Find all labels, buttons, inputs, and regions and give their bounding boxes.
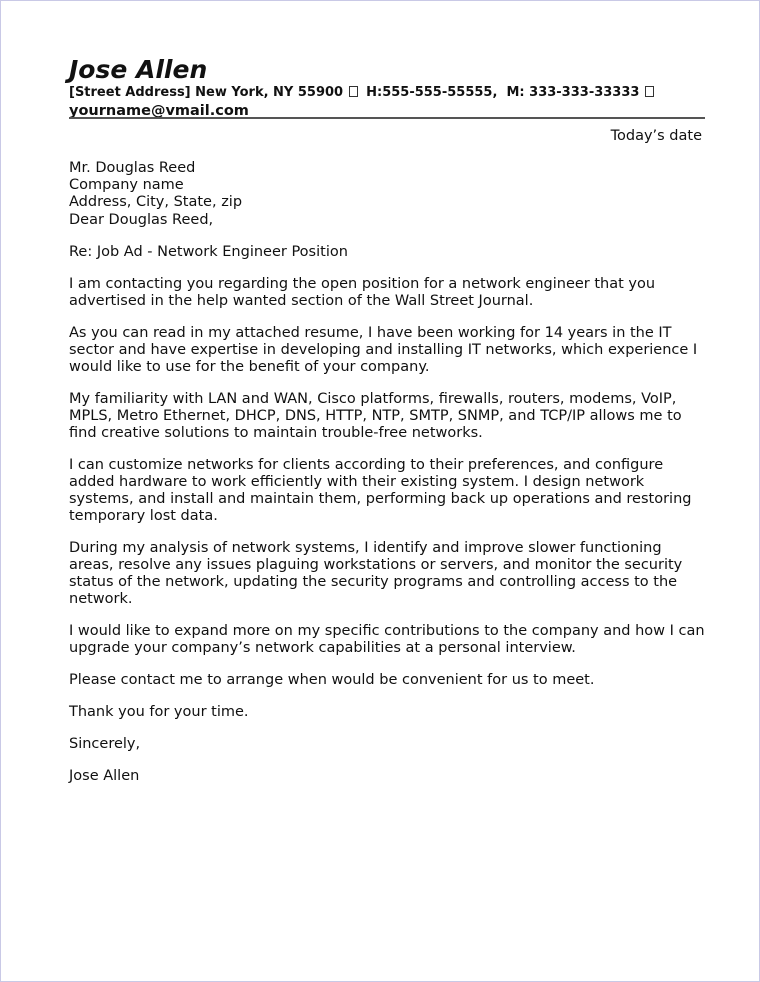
paragraph: Thank you for your time. — [69, 704, 249, 720]
sender-email: yourname@vmail.com — [69, 103, 249, 119]
header-divider — [69, 117, 705, 119]
recipient-company: Company name — [69, 177, 184, 193]
letterhead — [69, 55, 705, 120]
recipient-address: Address, City, State, zip — [69, 194, 243, 210]
paragraph: Please contact me to arrange when would be convenient for us to meet. — [69, 672, 595, 688]
paragraph: As you can read in my attached resume, I have been working for 14 years in the IT sector and have expertise in developing and installing IT networks, which experience I would like to use for the benefit of your company. — [69, 325, 698, 375]
recipient-block — [69, 160, 709, 211]
paragraph: My familiarity with LAN and WAN, Cisco platforms, firewalls, routers, modems, VoIP, MPLS, Metro Ethernet, DHCP, DNS, HTTP, NTP, SMTP, SNMP, and TCP/IP allows me to find creative solutions to maintain trouble-free networks. — [69, 391, 682, 441]
paragraph: During my analysis of network systems, I identify and improve slower functioning areas, resolve any issues plaguing workstations or servers, and monitor the security status of the network, updating the security programs and controlling access to the network. — [69, 540, 683, 607]
sender-mobile-phone: M: 333-333-33333 — [506, 85, 640, 100]
paragraph: I would like to expand more on my specific contributions to the company and how I can upgrade your company’s network capabilities at a personal interview. — [69, 623, 705, 656]
sender-home-phone: H:555-555-55555, — [366, 85, 498, 100]
sender-contact-line — [69, 85, 705, 101]
paragraph: I am contacting you regarding the open position for a network engineer that you advertised in the help wanted section of the Wall Street Journal. — [69, 276, 656, 309]
separator-box-icon — [349, 86, 358, 97]
recipient-name: Mr. Douglas Reed — [69, 160, 196, 176]
sender-address: [Street Address] New York, NY 55900 — [69, 85, 344, 100]
closing: Sincerely, — [69, 736, 141, 752]
separator-box-icon — [645, 86, 654, 97]
letter-body — [69, 160, 709, 785]
signature-name: Jose Allen — [69, 768, 140, 784]
sender-name: Jose Allen — [69, 55, 208, 84]
salutation: Dear Douglas Reed, — [69, 212, 214, 228]
paragraph: I can customize networks for clients according to their preferences, and configure added hardware to work efficiently with their existing system. I design network systems, and install and maintain them, performing back up operations and restoring temporary lost data. — [69, 457, 692, 524]
letter-date: Today’s date — [610, 128, 702, 144]
subject-line: Re: Job Ad - Network Engineer Position — [69, 244, 348, 260]
